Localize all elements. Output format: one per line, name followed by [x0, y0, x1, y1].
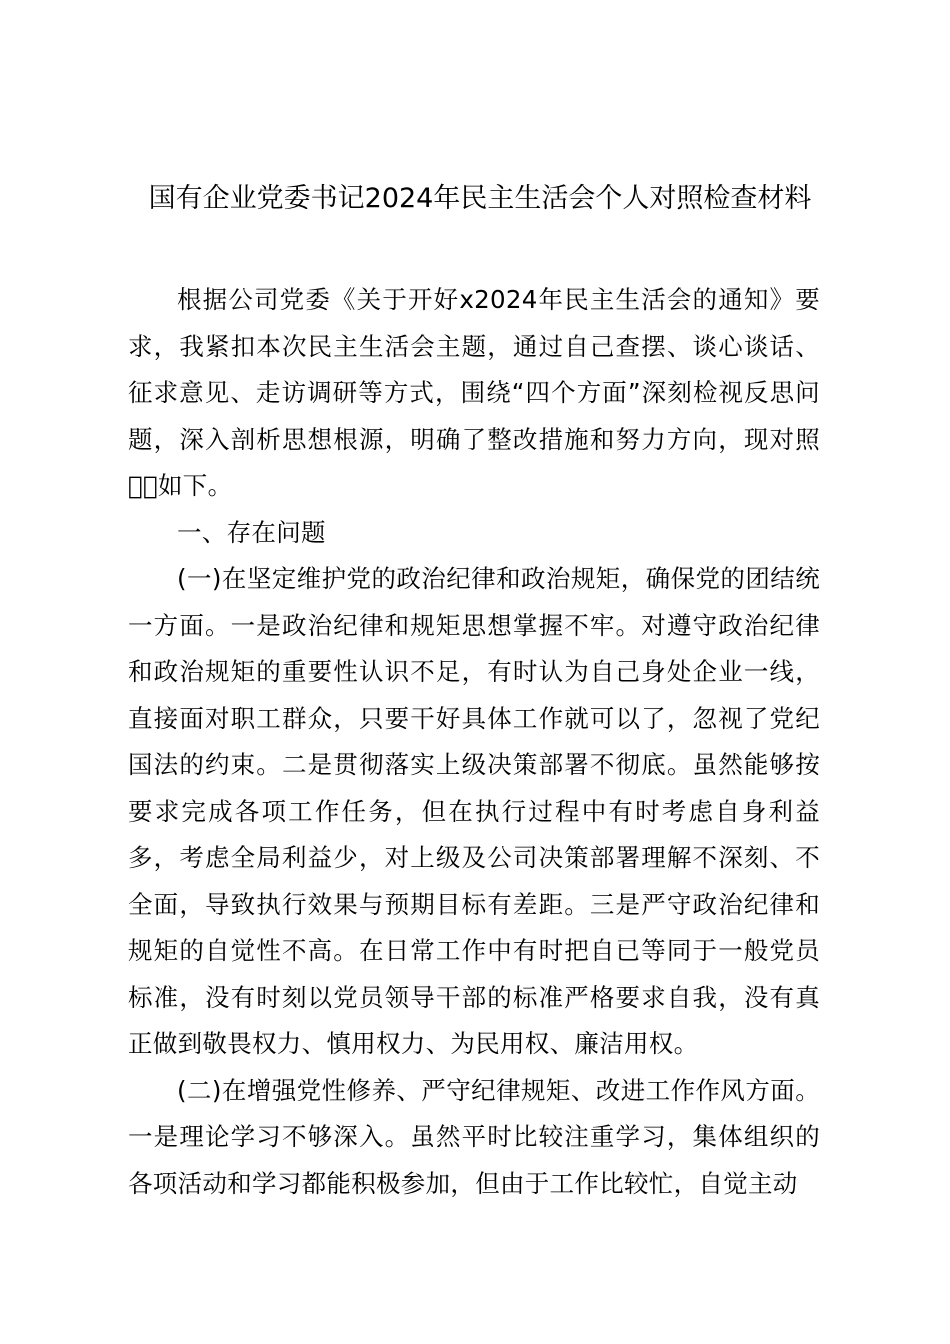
document-body: [128, 277, 820, 1207]
intro-paragraph: 根据公司党委《关于开好x2024年民主生活会的通知》要求，我紧扣本次民主生活会主题，通过自己查摆、谈心谈话、征求意见、走访调研等方式，围绕“四个方面”深刻检视反思问题，深入剖析思想根源，明确了整改措施和努力方向，现对照􀀀􀀀如下。: [128, 285, 820, 500]
section-2-paragraph: (二)在增强党性修养、严守纪律规矩、改进工作作风方面。一是理论学习不够深入。虽然平时比较注重学习，集体组织的各项活动和学习都能积极参加，但由于工作比较忙，自觉主动: [128, 1075, 820, 1198]
section-heading: 一、存在问题: [177, 517, 326, 547]
section-1-paragraph: (一)在坚定维护党的政治纪律和政治规矩，确保党的团结统一方面。一是政治纪律和规矩思想掌握不牢。对遵守政治纪律和政治规矩的重要性认识不足，有时认为自己身处企业一线，直接面对职工群众，只要干好具体工作就可以了，忽视了党纪国法的约束。二是贯彻落实上级决策部署不彻底。虽然能够按要求完成各项工作任务，但在执行过程中有时考虑自身利益多，考虑全局利益少，对上级及公司决策部署理解不深刻、不全面，导致执行效果与预期目标有差距。三是严守政治纪律和规矩的自觉性不高。在日常工作中有时把自已等同于一般党员标准，没有时刻以党员领导干部的标准严格要求自我，没有真正做到敬畏权力、慎用权力、为民用权、廉洁用权。: [128, 564, 820, 1058]
document-title: 国有企业党委书记2024年民主生活会个人对照检查材料: [148, 183, 812, 214]
